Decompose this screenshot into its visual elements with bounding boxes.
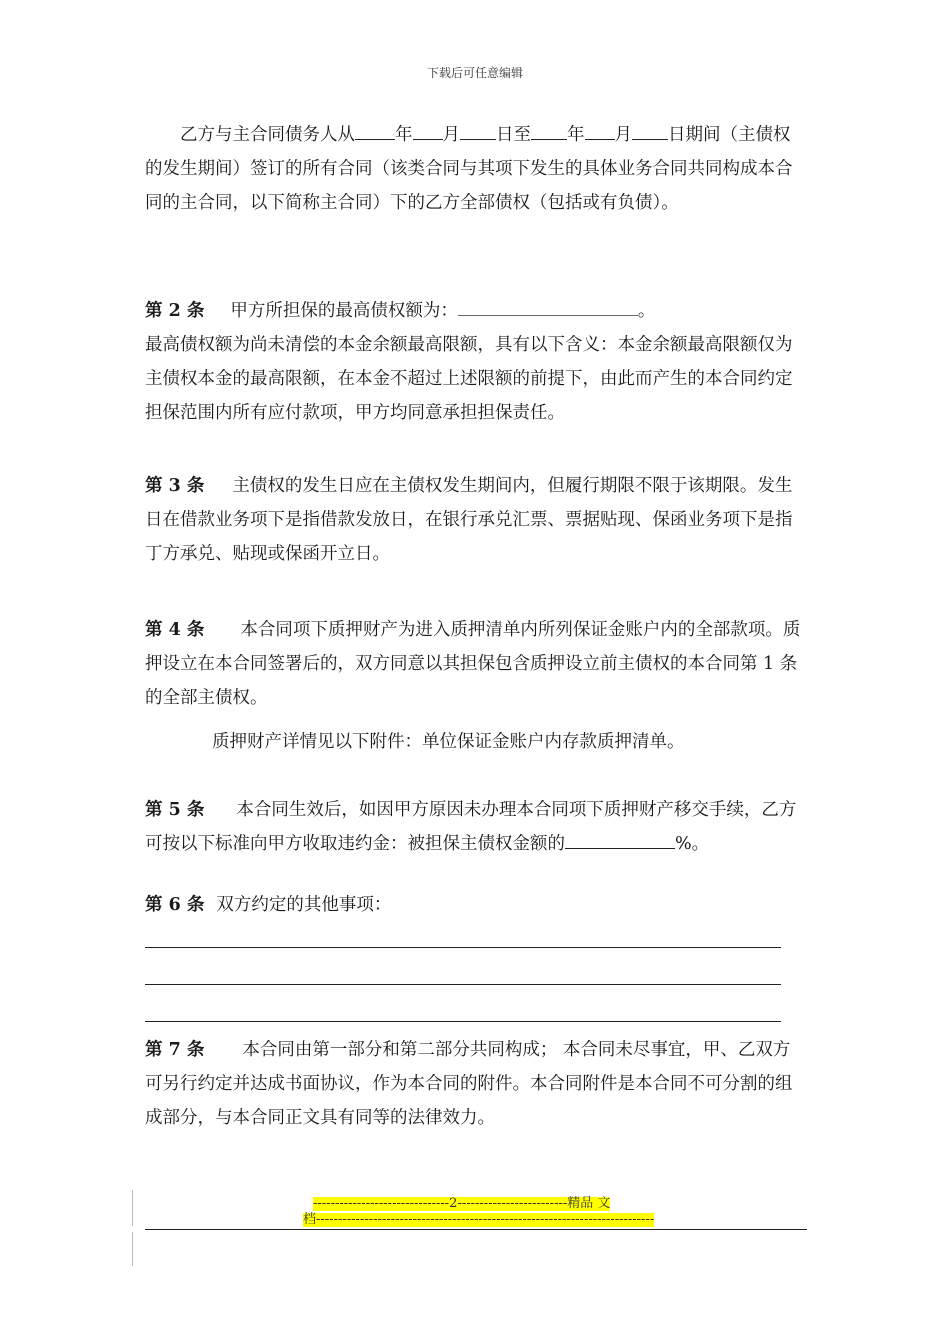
blank-line-2 — [145, 984, 781, 985]
article-4-text: 本合同项下质押财产为进入质押清单内所列保证金账户内的全部款项。质押设立在本合同签署后的，双方同意以其担保包含质押设立前主债权的本合同第 1 条的全部主债权。 — [145, 620, 801, 708]
blank-day-to — [632, 119, 668, 140]
article-2-body: 最高债权额为尚未清偿的本金余额最高限额，具有以下含义：本金余额最高限额仅为主债权本金的最高限额，在本金不超过上述限额的前提下，由此而产生的本合同约定担保范围内所有应付款项，甲方均同意承担担保责任。 — [145, 335, 793, 423]
footer-page-number: -------------------------------2-------------------------精品 文 — [313, 1196, 611, 1211]
intro-paragraph — [145, 118, 807, 220]
article-7-text: 本合同由第一部分和第二部分共同构成； 本合同未尽事宜，甲、乙双方可另行约定并达成书面协议，作为本合同的附件。本合同附件是本合同不可分割的组成部分，与本合同正文具有同等的法律效力。 — [145, 1040, 793, 1128]
margin-mark-bottom — [132, 1232, 133, 1266]
article-2-text: 甲方所担保的最高债权额为： — [230, 301, 458, 321]
article-2-tail: 。 — [637, 301, 656, 321]
blank-year-to — [531, 119, 567, 140]
intro-text: 乙方与主合同债务人从 — [180, 125, 355, 145]
article-5-text: 本合同生效后，如因甲方原因未办理本合同项下质押财产移交手续，乙方可按以下标准向甲方收取违约金：被担保主债权金额的 — [145, 800, 797, 854]
article-5-label: 第 5 条 — [145, 800, 205, 820]
footer-rule — [145, 1229, 807, 1230]
month-label: 月 — [614, 125, 632, 145]
page-header: 下载后可任意编辑 — [426, 66, 523, 80]
article-6-text: 双方约定的其他事项： — [216, 895, 392, 915]
month-label: 月 — [442, 125, 460, 145]
year-label: 年 — [567, 125, 585, 145]
article-2-label: 第 2 条 — [145, 301, 205, 321]
article-5 — [145, 793, 807, 861]
penalty-rate-blank — [565, 828, 675, 849]
day-to-label: 日至 — [496, 125, 531, 145]
article-7 — [145, 1033, 807, 1135]
article-4-attachment: 质押财产详情见以下附件：单位保证金账户内存款质押清单。 — [212, 732, 685, 752]
article-6-label: 第 6 条 — [145, 895, 205, 915]
article-3 — [145, 469, 807, 571]
article-4 — [145, 613, 807, 715]
intro-text-continued: 日期间（主债权的发生期间）签订的所有合同（该类合同与其项下发生的具体业务合同共同构成本合同的主合同，以下简称主合同）下的乙方全部债权（包括或有负债）。 — [145, 125, 793, 213]
footer-continuation: 档----------------------------------------------------------------------------- — [303, 1212, 655, 1227]
article-3-label: 第 3 条 — [145, 476, 205, 496]
article-7-label: 第 7 条 — [145, 1040, 205, 1060]
blank-month-from — [413, 119, 443, 140]
blank-line-1 — [145, 947, 781, 948]
article-5-tail: %。 — [675, 834, 710, 854]
article-4-label: 第 4 条 — [145, 620, 205, 640]
article-6 — [145, 888, 807, 922]
blank-month-to — [585, 119, 615, 140]
blank-day-from — [460, 119, 496, 140]
year-label: 年 — [395, 125, 413, 145]
article-3-text: 主债权的发生日应在主债权发生期间内，但履行期限不限于该期限。发生日在借款业务项下是指借款发放日，在银行承兑汇票、票据贴现、保函业务项下是指丁方承兑、贴现或保函开立日。 — [145, 476, 793, 564]
blank-line-3 — [145, 1021, 781, 1022]
article-2 — [145, 294, 807, 328]
blank-year-from — [355, 119, 395, 140]
max-amount-blank — [458, 297, 638, 316]
margin-mark-top — [132, 1190, 133, 1226]
